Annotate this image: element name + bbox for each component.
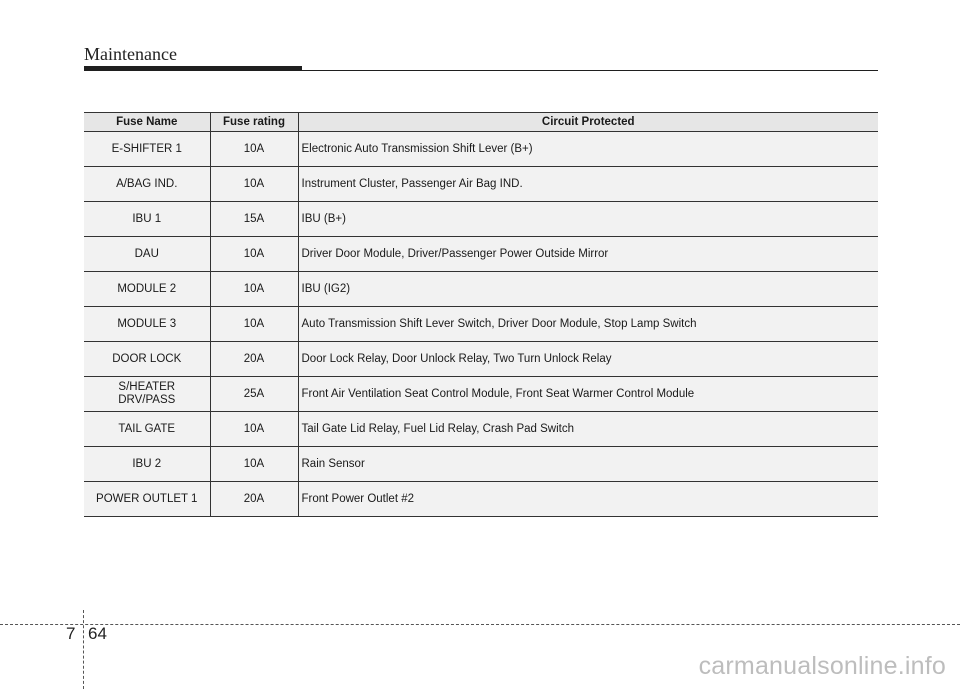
fuse-rating-cell: 20A xyxy=(210,482,298,517)
column-header-circuit-protected: Circuit Protected xyxy=(298,113,878,132)
circuit-cell: Auto Transmission Shift Lever Switch, Driver Door Module, Stop Lamp Switch xyxy=(298,307,878,342)
table-row xyxy=(84,237,878,272)
fuse-rating-cell: 10A xyxy=(210,307,298,342)
fuse-name-cell: IBU 1 xyxy=(84,202,210,237)
table-header-row xyxy=(84,113,878,132)
fuse-rating-cell: 20A xyxy=(210,342,298,377)
table-row xyxy=(84,272,878,307)
header-rule-thin xyxy=(300,70,878,71)
chapter-number: 7 xyxy=(66,624,76,643)
circuit-cell: Front Air Ventilation Seat Control Module, Front Seat Warmer Control Module xyxy=(298,377,878,412)
table-row xyxy=(84,482,878,517)
circuit-cell: Front Power Outlet #2 xyxy=(298,482,878,517)
section-title: Maintenance xyxy=(84,44,177,64)
fuse-rating-cell: 10A xyxy=(210,412,298,447)
column-header-fuse-rating: Fuse rating xyxy=(210,113,298,132)
circuit-cell: Rain Sensor xyxy=(298,447,878,482)
fuse-rating-cell: 25A xyxy=(210,377,298,412)
fuse-rating-cell: 10A xyxy=(210,167,298,202)
table-row xyxy=(84,132,878,167)
fuse-name-cell: MODULE 3 xyxy=(84,307,210,342)
watermark-text[interactable]: carmanualsonline.info xyxy=(698,652,946,680)
fuse-rating-cell: 10A xyxy=(210,272,298,307)
fuse-name-cell: MODULE 2 xyxy=(84,272,210,307)
fuse-rating-cell: 10A xyxy=(210,237,298,272)
column-header-fuse-name: Fuse Name xyxy=(84,113,210,132)
circuit-cell: Door Lock Relay, Door Unlock Relay, Two Turn Unlock Relay xyxy=(298,342,878,377)
fuse-name-cell: E-SHIFTER 1 xyxy=(84,132,210,167)
table-row xyxy=(84,167,878,202)
circuit-cell: Electronic Auto Transmission Shift Lever (B+) xyxy=(298,132,878,167)
footer-dashed-rule xyxy=(0,624,960,625)
fuse-name-cell: IBU 2 xyxy=(84,447,210,482)
circuit-cell: Instrument Cluster, Passenger Air Bag IND. xyxy=(298,167,878,202)
header-rule-thick xyxy=(84,66,302,71)
circuit-cell: IBU (B+) xyxy=(298,202,878,237)
table-row xyxy=(84,412,878,447)
table-row xyxy=(84,202,878,237)
table-row xyxy=(84,342,878,377)
fuse-name-cell: POWER OUTLET 1 xyxy=(84,482,210,517)
table-row xyxy=(84,307,878,342)
fuse-name-cell: A/BAG IND. xyxy=(84,167,210,202)
table-row xyxy=(84,377,878,412)
fuse-rating-cell: 15A xyxy=(210,202,298,237)
table-row xyxy=(84,447,878,482)
fuse-rating-cell: 10A xyxy=(210,447,298,482)
page-number: 64 xyxy=(88,624,107,643)
fuse-name-cell: DOOR LOCK xyxy=(84,342,210,377)
circuit-cell: Driver Door Module, Driver/Passenger Power Outside Mirror xyxy=(298,237,878,272)
circuit-cell: IBU (IG2) xyxy=(298,272,878,307)
fuse-name-cell: DAU xyxy=(84,237,210,272)
fuse-name-cell: S/HEATER DRV/PASS xyxy=(84,377,210,412)
fuse-rating-cell: 10A xyxy=(210,132,298,167)
footer-vertical-dashed-rule xyxy=(83,610,84,689)
circuit-cell: Tail Gate Lid Relay, Fuel Lid Relay, Crash Pad Switch xyxy=(298,412,878,447)
fuse-name-cell: TAIL GATE xyxy=(84,412,210,447)
fuse-table xyxy=(84,112,878,517)
